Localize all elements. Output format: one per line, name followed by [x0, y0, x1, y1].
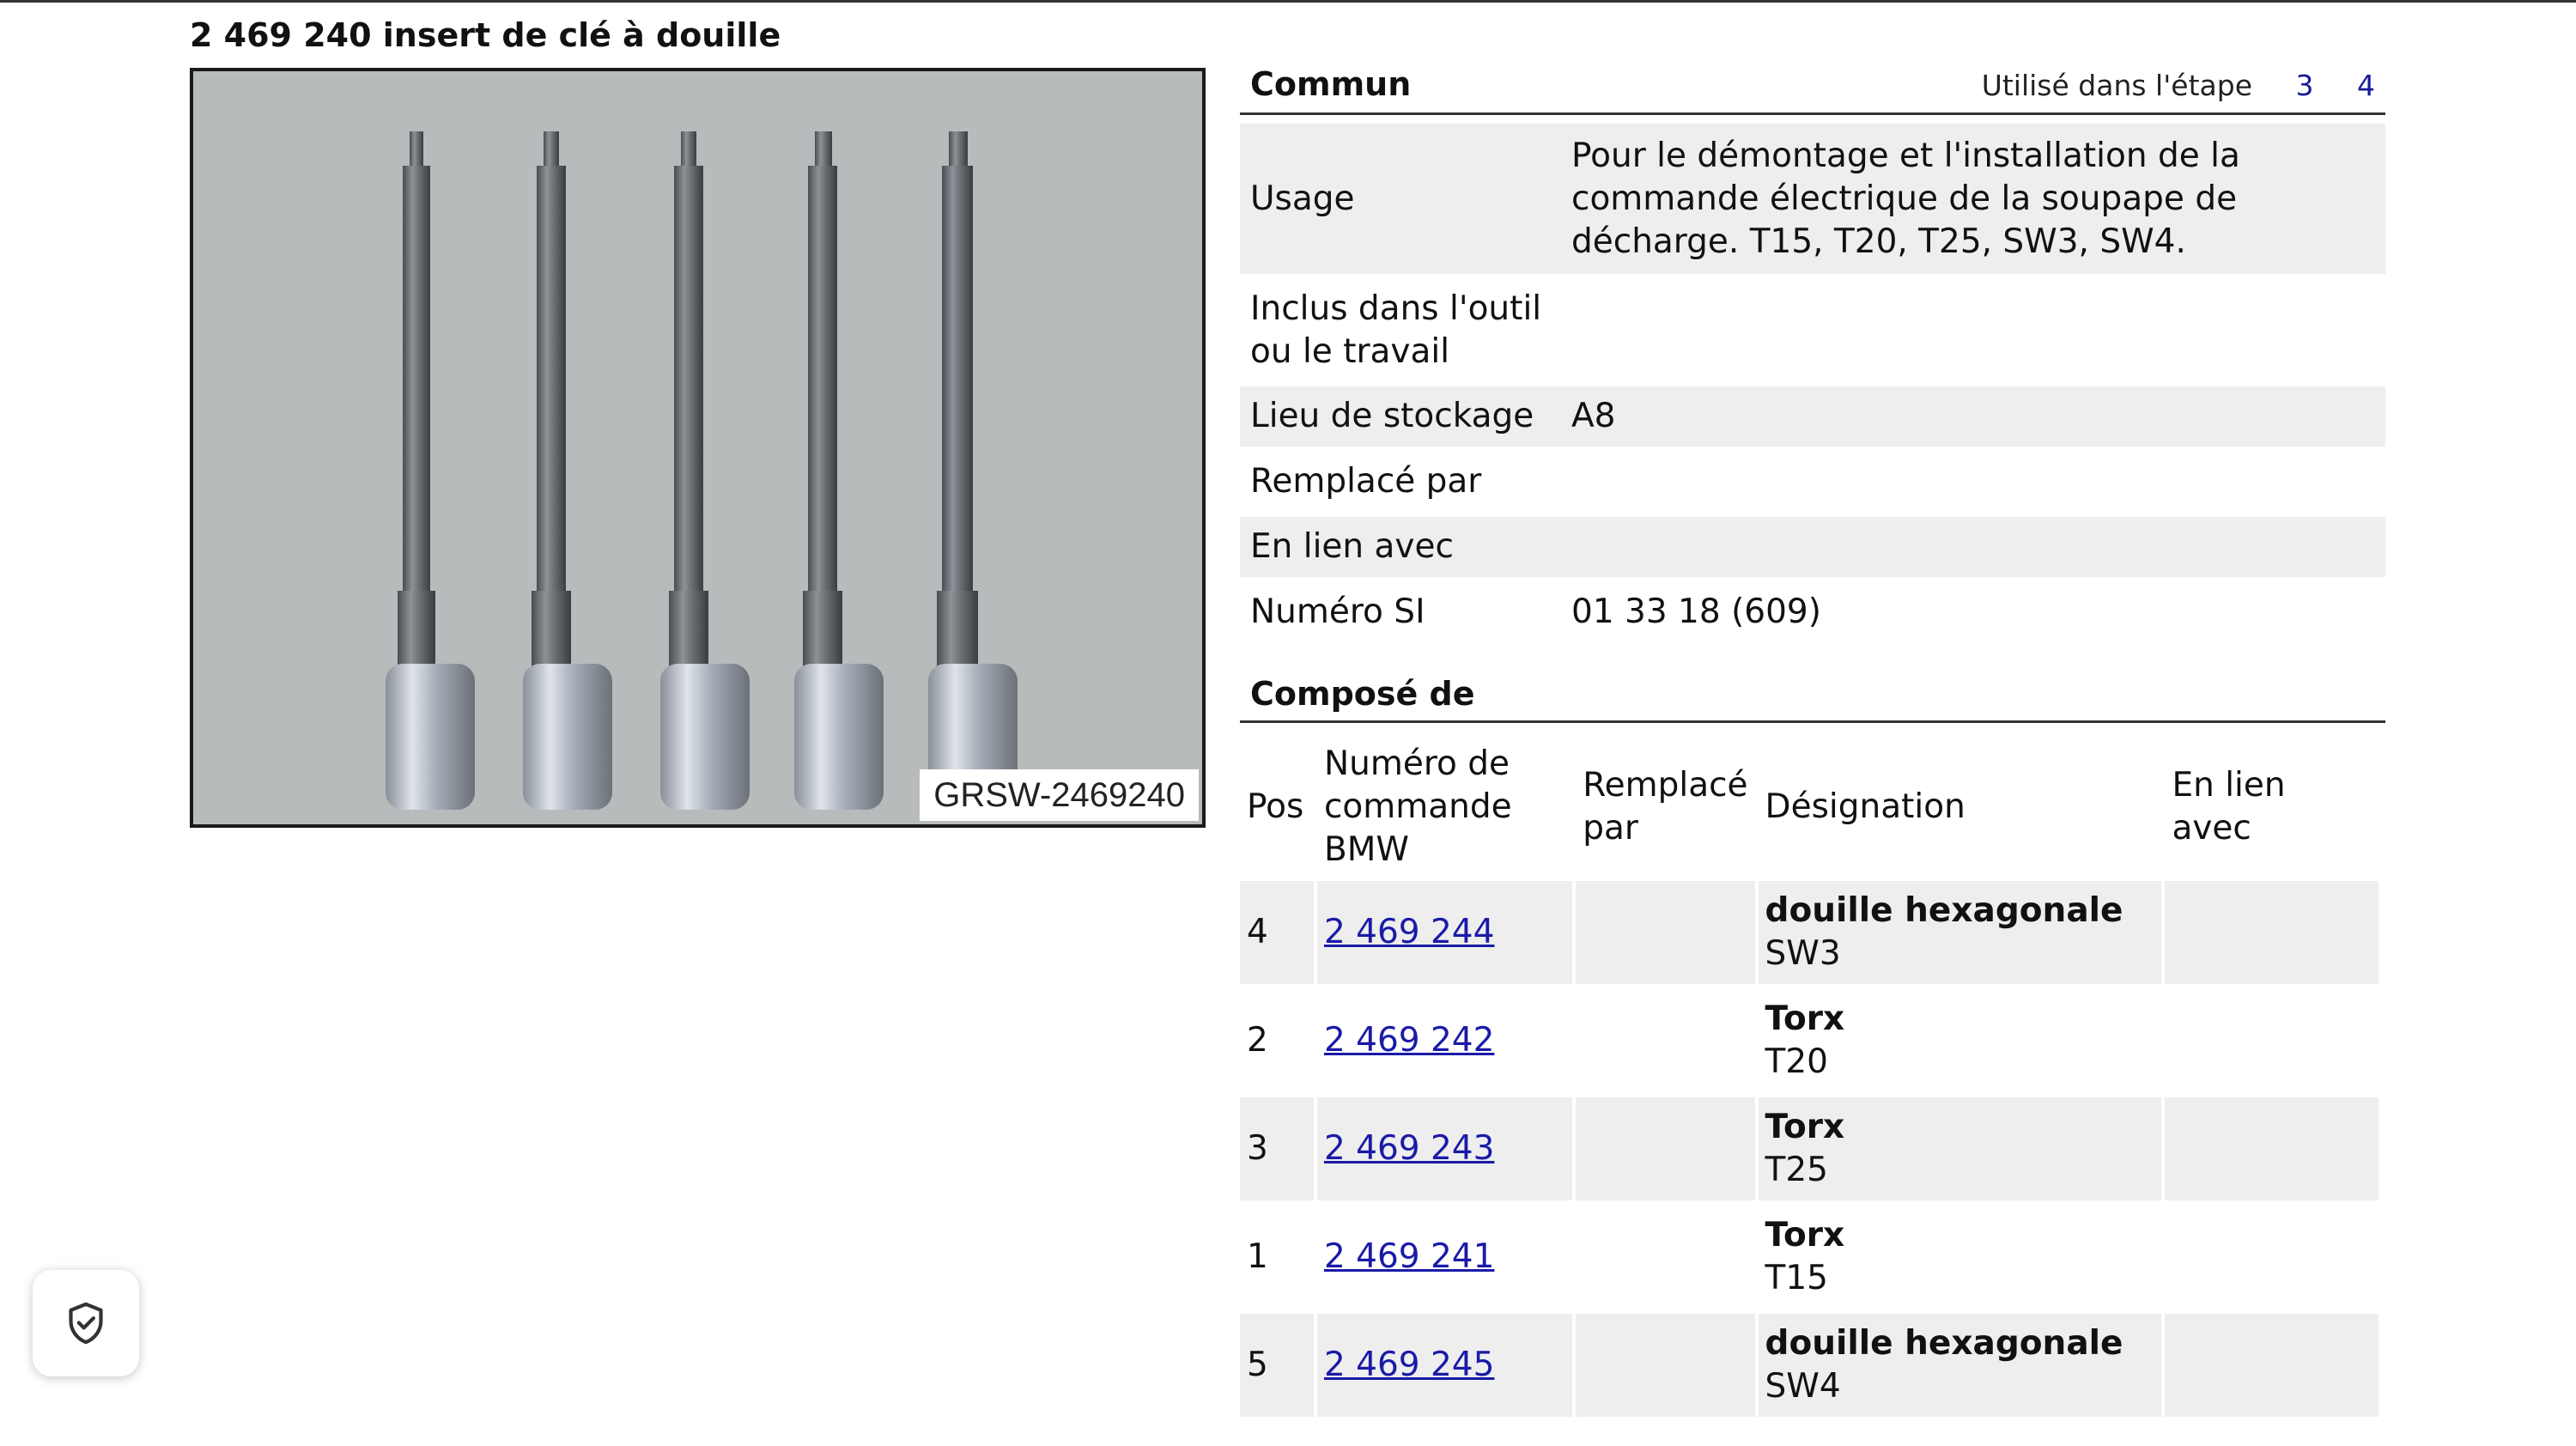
- info-label: Numéro SI: [1250, 592, 1425, 631]
- cell-order-number: [1317, 989, 1572, 1092]
- top-border: [0, 0, 2576, 3]
- info-row-included: [1240, 279, 2385, 381]
- col-header-pos: Pos: [1247, 787, 1304, 826]
- table-row: [1240, 1097, 2379, 1200]
- cell-order-number: [1317, 1314, 1572, 1417]
- cell-related: [2165, 1314, 2379, 1417]
- cell-replaced-by: [1576, 1314, 1754, 1417]
- cell-replaced-by: [1576, 881, 1754, 984]
- part-number-link[interactable]: 2 469 242: [1323, 1021, 1495, 1060]
- cell-related: [2165, 1097, 2379, 1200]
- components-table: [1236, 733, 2382, 1422]
- col-header-designation: Désignation: [1765, 787, 1965, 826]
- table-row: [1240, 881, 2379, 984]
- info-row-storage: [1240, 386, 2385, 447]
- cell-related: [2165, 1206, 2379, 1309]
- cell-pos: 5: [1240, 1314, 1314, 1417]
- info-row-replaced-by: [1240, 452, 2385, 512]
- common-info-table: [1240, 124, 2385, 647]
- composed-heading: Composé de: [1250, 675, 1475, 713]
- privacy-settings-button[interactable]: [33, 1270, 139, 1376]
- components-header-row: [1240, 738, 2379, 876]
- designation-name: Torx: [1765, 1216, 1845, 1255]
- composed-section-header: [1240, 671, 2385, 723]
- cell-designation: [1759, 1206, 2162, 1309]
- designation-name: Torx: [1765, 1108, 1845, 1146]
- designation-name: douille hexagonale: [1765, 891, 2123, 930]
- info-label: Remplacé par: [1250, 462, 1482, 501]
- part-number-link[interactable]: 2 469 241: [1323, 1237, 1495, 1276]
- info-label: En lien avec: [1250, 527, 1454, 566]
- info-value: A8: [1571, 397, 1616, 435]
- cell-replaced-by: [1576, 989, 1754, 1092]
- col-header-replaced-by: Remplacé par: [1583, 766, 1748, 848]
- info-label: Inclus dans l'outil ou le travail: [1250, 289, 1542, 371]
- socket-bits-illustration: [193, 71, 1202, 824]
- cell-pos: 2: [1240, 989, 1314, 1092]
- cell-designation: [1759, 989, 2162, 1092]
- info-label: Usage: [1250, 179, 1355, 218]
- image-code-label: GRSW-2469240: [920, 769, 1199, 821]
- shield-check-icon: [62, 1299, 110, 1347]
- col-header-order-number: Numéro de commande BMW: [1323, 744, 1512, 869]
- cell-related: [2165, 989, 2379, 1092]
- part-number-link[interactable]: 2 469 244: [1323, 913, 1495, 951]
- step-link-4[interactable]: 4: [2357, 69, 2375, 102]
- cell-order-number: [1317, 1097, 1572, 1200]
- info-label: Lieu de stockage: [1250, 397, 1534, 435]
- table-row: [1240, 989, 2379, 1092]
- common-heading: Commun: [1250, 65, 1412, 103]
- info-row-related: [1240, 517, 2385, 577]
- cell-designation: [1759, 1097, 2162, 1200]
- cell-designation: [1759, 881, 2162, 984]
- info-row-si-number: [1240, 582, 2385, 642]
- designation-spec: SW3: [1765, 934, 1841, 973]
- cell-pos: 3: [1240, 1097, 1314, 1200]
- table-row: [1240, 1314, 2379, 1417]
- step-link-3[interactable]: 3: [2295, 69, 2314, 102]
- part-number-link[interactable]: 2 469 243: [1323, 1129, 1495, 1168]
- designation-spec: T20: [1765, 1042, 1828, 1081]
- used-in-step-label: Utilisé dans l'étape: [1981, 69, 2252, 102]
- common-section-header: [1240, 65, 2385, 115]
- designation-spec: SW4: [1765, 1367, 1841, 1406]
- part-number-link[interactable]: 2 469 245: [1323, 1346, 1495, 1384]
- cell-replaced-by: [1576, 1097, 1754, 1200]
- designation-name: Torx: [1765, 999, 1845, 1038]
- cell-order-number: [1317, 1206, 1572, 1309]
- info-row-usage: [1240, 124, 2385, 274]
- used-in-step: [1982, 69, 2375, 102]
- tool-photo: [190, 68, 1206, 828]
- designation-name: douille hexagonale: [1765, 1324, 2123, 1363]
- cell-designation: [1759, 1314, 2162, 1417]
- info-value: 01 33 18 (609): [1571, 592, 1821, 631]
- info-value: Pour le démontage et l'installation de la commande électrique de la soupape de décharge. T15, T20, T25, SW3, SW4.: [1571, 136, 2240, 261]
- cell-replaced-by: [1576, 1206, 1754, 1309]
- cell-pos: 1: [1240, 1206, 1314, 1309]
- cell-related: [2165, 881, 2379, 984]
- table-row: [1240, 1206, 2379, 1309]
- col-header-related: En lien avec: [2172, 766, 2286, 848]
- cell-pos: 4: [1240, 881, 1314, 984]
- designation-spec: T15: [1765, 1259, 1828, 1297]
- cell-order-number: [1317, 881, 1572, 984]
- designation-spec: T25: [1765, 1151, 1828, 1189]
- page-title: 2 469 240 insert de clé à douille: [190, 16, 781, 54]
